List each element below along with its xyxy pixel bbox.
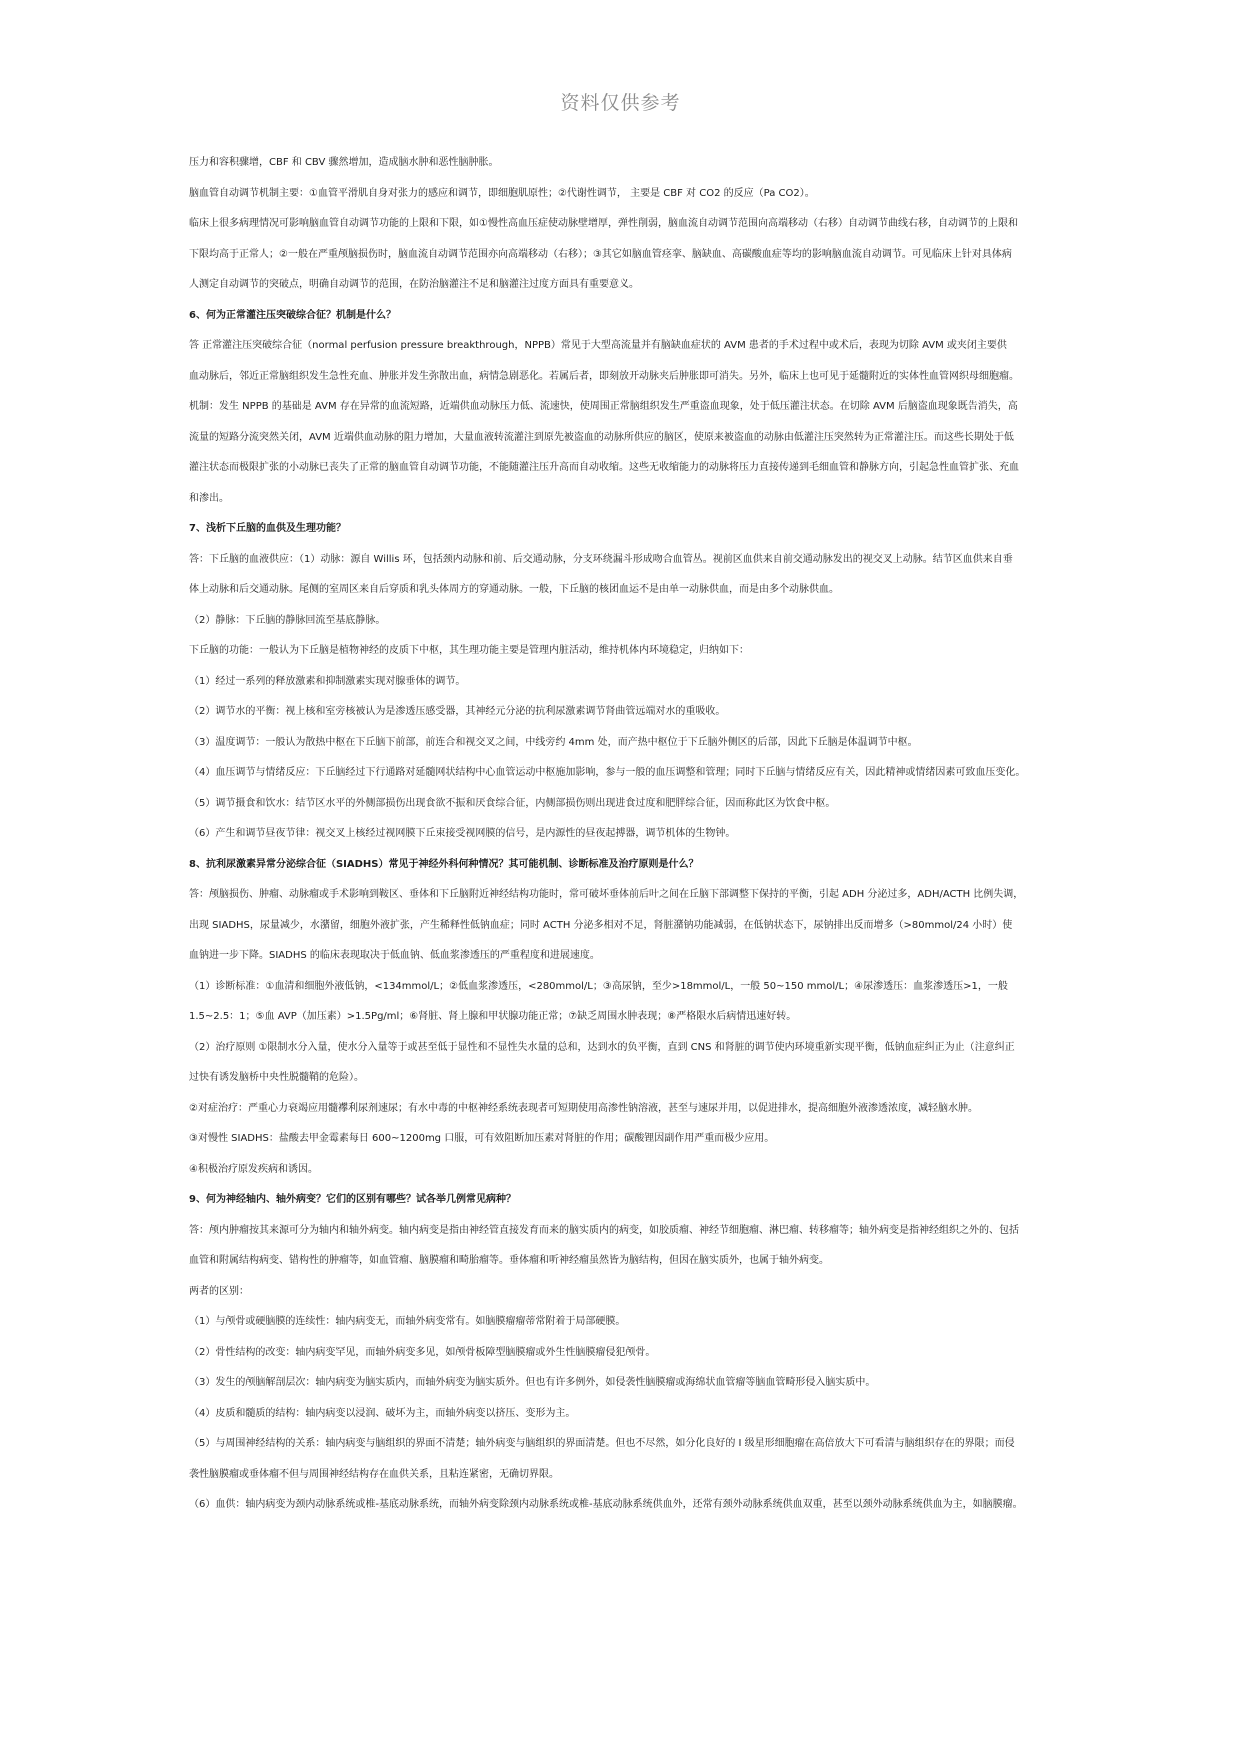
text-line: ④积极治疗原发疾病和诱因。 [189,1163,318,1175]
text-line: （3）温度调节：一般认为散热中枢在下丘脑下前部，前连合和视交叉之间，中线旁约 4mm 处，而产热中枢位于下丘脑外侧区的后部，因此下丘脑是体温调节中枢。 [189,736,918,748]
text-line: （4）皮质和髓质的结构：轴内病变以浸润、破坏为主，而轴外病变以挤压、变形为主。 [189,1407,576,1419]
text-line: 体上动脉和后交通动脉。尾侧的室周区来自后穿质和乳头体周方的穿通动脉。一般，下丘脑的核团血运不是由单一动脉供血，而是由多个动脉供血。 [189,584,839,595]
text-line: （2）静脉：下丘脑的静脉回流至基底静脉。 [189,614,386,626]
text-line: 1.5~2.5：1；⑤血 AVP（加压素）>1.5Pg/ml；⑥肾脏、肾上腺和甲状腺功能正常；⑦缺乏周围水肿表现；⑧严格限水后病情迅速好转。 [189,1011,797,1022]
text-line: 流量的短路分流突然关闭，AVM 近端供血动脉的阻力增加，大量血液转流灌注到原先被盗血的动脉所供应的脑区，使原来被盗血的动脉由低灌注压突然转为正常灌注压。而这些长期处于低 [189,431,1014,443]
text-line: 过快有诱发脑桥中央性脱髓鞘的危险）。 [189,1072,364,1083]
question-heading: 6、何为正常灌注压突破综合征？机制是什么？ [189,309,396,321]
text-line: 答：颅脑损伤、肿瘤、动脉瘤或手术影响到鞍区、垂体和下丘脑附近神经结构功能时，常可破坏垂体前后叶之间在丘脑下部调整下保持的平衡，引起 ADH 分泌过多，ADH/ACTH 比例失调， [189,889,1024,900]
text-line: （5）与周围神经结构的关系：轴内病变与脑组织的界面不清楚；轴外病变与脑组织的界面清楚。但也不尽然，如分化良好的 I 级星形细胞瘤在高倍放大下可看清与脑组织存在的界限；而侵 [189,1438,1015,1449]
page-header-title: 资料仅供参考 [560,92,681,114]
text-line: （1）经过一系列的释放激素和抑制激素实现对腺垂体的调节。 [189,675,466,687]
text-line: 血动脉后，邻近正常脑组织发生急性充血、肿胀并发生弥散出血，病情急剧恶化。若属后者，即刻放开动脉夹后肿胀即可消失。另外，临床上也可见于延髓附近的实体性血管网织母细胞瘤。 [189,370,1019,382]
text-line: 血管和附属结构病变、错构性的肿瘤等，如血管瘤、脑膜瘤和畸胎瘤等。垂体瘤和听神经瘤虽然皆为脑结构，但因在脑实质外，也属于轴外病变。 [189,1255,829,1266]
text-line: 脑血管自动调节机制主要：①血管平滑肌自身对张力的感应和调节，即细胞肌原性；②代谢性调节， 主要是 CBF 对 CO2 的反应（Pa CO2）。 [189,187,815,199]
text-line: 血钠进一步下降。SIADHS 的临床表现取决于低血钠、低血浆渗透压的严重程度和进展速度。 [189,950,600,961]
text-line: 答：颅内肿瘤按其来源可分为轴内和轴外病变。轴内病变是指由神经管直接发育而来的脑实质内的病变，如胶质瘤、神经节细胞瘤、淋巴瘤、转移瘤等；轴外病变是指神经组织之外的、包括 [189,1224,1019,1236]
text-line: （6）产生和调节昼夜节律：视交叉上核经过视网膜下丘束接受视网膜的信号，是内源性的昼夜起搏器，调节机体的生物钟。 [189,828,736,839]
text-line: （5）调节摄食和饮水：结节区水平的外侧部损伤出现食欲不振和厌食综合征，内侧部损伤则出现进食过度和肥胖综合征，因而称此区为饮食中枢。 [189,797,836,809]
text-line: 下限均高于正常人；②一般在严重颅脑损伤时，脑血流自动调节范围亦向高端移动（右移）；③其它如脑血管痉挛、脑缺血、高碳酸血症等均的影响脑血流自动调节。可见临床上针对具体病 [189,248,1012,260]
text-line: 出现 SIADHS，尿量减少，水潴留，细胞外液扩张，产生稀释性低钠血症；同时 ACTH 分泌多相对不足，肾脏潴钠功能减弱，在低钠状态下，尿钠排出反而增多（>80mmol/24 小时）使 [189,919,1013,931]
text-line: 下丘脑的功能：一般认为下丘脑是植物神经的皮质下中枢，其生理功能主要是管理内脏活动，维持机体内环境稳定，归纳如下： [189,645,749,656]
text-line: （6）血供：轴内病变为颈内动脉系统或椎-基底动脉系统，而轴外病变除颈内动脉系统或椎-基底动脉系统供血外，还常有颈外动脉系统供血双重，甚至以颈外动脉系统供血为主，如脑膜瘤。 [189,1499,1023,1510]
text-line: 灌注状态而极限扩张的小动脉已丧失了正常的脑血管自动调节功能，不能随灌注压升高而自动收缩。这些无收缩能力的动脉将压力直接传递到毛细血管和静脉方向，引起急性血管扩张、充血 [189,462,1019,473]
text-line: （4）血压调节与情绪反应：下丘脑经过下行通路对延髓网状结构中心血管运动中枢施加影响，参与一般的血压调整和管理；同时下丘脑与情绪反应有关，因此精神或情绪因素可致血压变化。 [189,767,1026,778]
text-line: （1）与颅骨或硬脑膜的连续性：轴内病变无，而轴外病变常有。如脑膜瘤瘤蒂常附着于局部硬膜。 [189,1316,626,1327]
text-line: （2）治疗原则 ①限制水分入量，使水分入量等于或甚至低于显性和不显性失水量的总和，达到水的负平衡，直到 CNS 和肾脏的调节使内环境重新实现平衡，低钠血症纠正为止（注意纠正 [189,1041,1015,1053]
question-heading: 9、何为神经轴内、轴外病变？它们的区别有哪些？试各举几例常见病种？ [189,1194,516,1205]
text-line: （2）骨性结构的改变：轴内病变罕见，而轴外病变多见，如颅骨板障型脑膜瘤或外生性脑膜瘤侵犯颅骨。 [189,1346,656,1358]
text-line: 两者的区别： [189,1285,249,1297]
text-line: 答：下丘脑的血液供应：（1）动脉：源自 Willis 环，包括颈内动脉和前、后交通动脉，分支环绕漏斗形成吻合血管丛。视前区血供来自前交通动脉发出的视交叉上动脉。结节区血供来自垂 [189,553,1013,565]
text-line: （3）发生的颅脑解剖层次：轴内病变为脑实质内，而轴外病变为脑实质外。但也有许多例外，如侵袭性脑膜瘤或海绵状血管瘤等脑血管畸形侵入脑实质中。 [189,1377,876,1388]
text-line: 临床上很多病理情况可影响脑血管自动调节功能的上限和下限，如①慢性高血压症使动脉壁增厚，弹性削弱，脑血流自动调节范围向高端移动（右移）自动调节曲线右移，自动调节的上限和 [189,218,1018,229]
question-heading: 8、抗利尿激素异常分泌综合征（SIADHS）常见于神经外科何种情况？其可能机制、诊断标准及治疗原则是什么？ [189,858,699,870]
text-line: 机制：发生 NPPB 的基础是 AVM 存在异常的血流短路，近端供血动脉压力低、流速快，使周围正常脑组织发生严重盗血现象，处于低压灌注状态。在切除 AVM 后脑盗血现象既告消失，高 [189,401,1018,412]
text-line: 压力和容积骤增，CBF 和 CBV 骤然增加，造成脑水肿和恶性脑肿胀。 [189,157,499,168]
text-line: 答 正常灌注压突破综合征（normal perfusion pressure breakthrough，NPPB）常见于大型高流量并有脑缺血症状的 AVM 患者的手术过程中或术后，表现为切除 AVM 或夹闭主要供 [189,340,1007,351]
text-line: （2）调节水的平衡：视上核和室旁核被认为是渗透压感受器，其神经元分泌的抗利尿激素调节肾曲管远端对水的重吸收。 [189,706,726,717]
question-heading: 7、浅析下丘脑的血供及生理功能？ [189,523,346,534]
text-line: ③对慢性 SIADHS：盐酸去甲金霉素每日 600~1200mg 口服，可有效阻断加压素对肾脏的作用；碳酸锂因副作用严重而极少应用。 [189,1133,775,1144]
text-line: 人测定自动调节的突破点，明确自动调节的范围，在防治脑灌注不足和脑灌注过度方面具有重要意义。 [189,279,639,290]
text-line: （1）诊断标准：①血清和细胞外液低钠，<134mmol/L；②低血浆渗透压，<280mmol/L；③高尿钠，至少>18mmol/L，一般 50~150 mmol/L；④尿渗透压：血浆渗透压>1，一般 [189,980,1008,992]
text-line: ②对症治疗：严重心力衰竭应用髓襻利尿剂速尿；有水中毒的中枢神经系统表现者可短期使用高渗性钠溶液，甚至与速尿并用，以促进排水，提高细胞外液渗透浓度，减轻脑水肿。 [189,1102,978,1114]
document-body [189,156,1064,1529]
text-line: 袭性脑膜瘤或垂体瘤不但与周围神经结构存在血供关系，且粘连紧密，无确切界限。 [189,1468,559,1480]
text-line: 和渗出。 [189,492,229,504]
